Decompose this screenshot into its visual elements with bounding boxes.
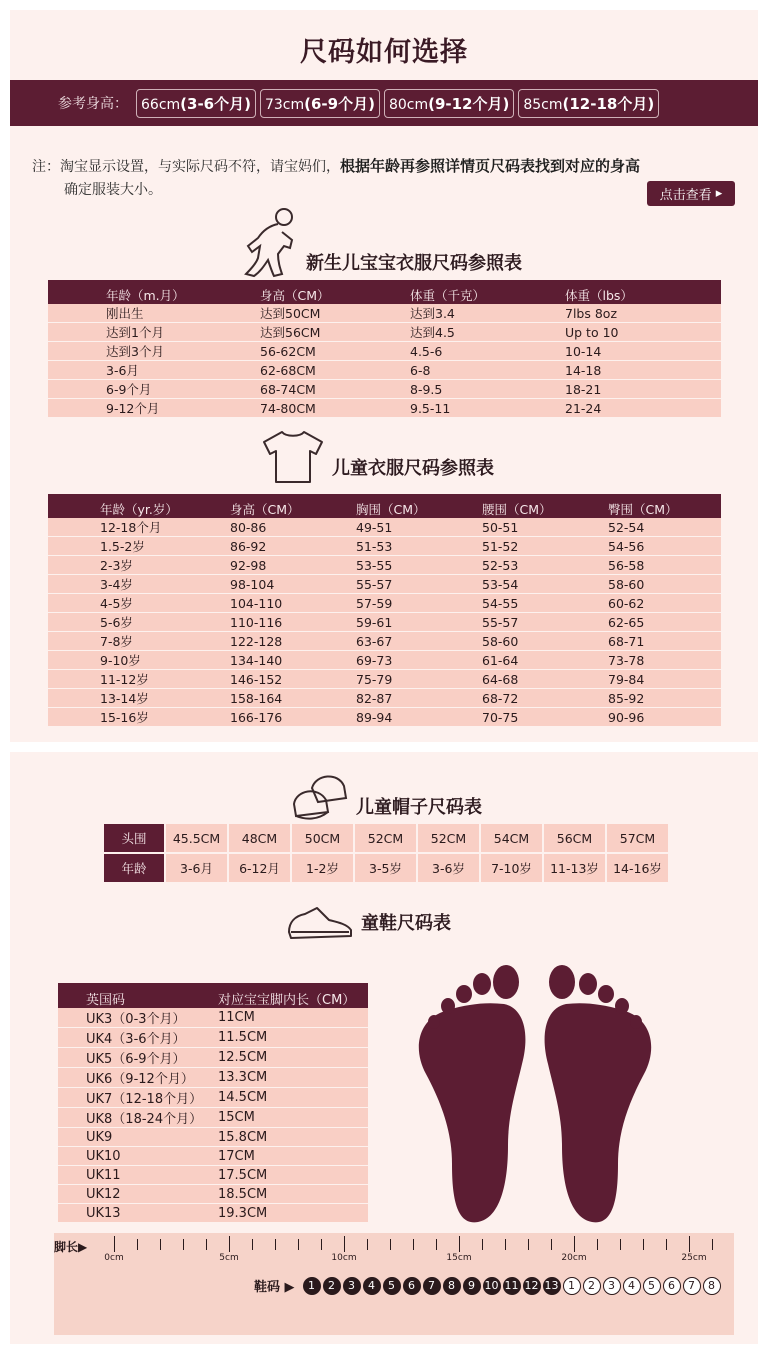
column-header: 身高（CM） <box>230 494 356 518</box>
ruler-tick <box>160 1239 161 1250</box>
table-row: UK11 17.5CM <box>58 1166 368 1185</box>
size-marker: 3 <box>603 1277 621 1295</box>
ruler-mark: 25cm <box>681 1253 707 1263</box>
hat-table-title: 儿童帽子尺码表 <box>356 797 482 818</box>
size-marker: 12 <box>523 1277 541 1295</box>
table-row: 9-12个月 74-80CM 9.5-11 21-24 <box>48 399 721 418</box>
size-marker: 6 <box>663 1277 681 1295</box>
footprint-icon <box>412 964 658 1226</box>
size-marker: 5 <box>643 1277 661 1295</box>
hat-shoe-size-panel <box>10 752 758 1344</box>
ruler-tick <box>482 1239 483 1250</box>
size-marker: 7 <box>683 1277 701 1295</box>
clothing-size-panel <box>10 10 758 742</box>
table-row: 4-5岁 104-110 57-59 54-55 60-62 <box>48 594 721 613</box>
table-row: UK10 17CM <box>58 1147 368 1166</box>
ruler-tick <box>114 1236 115 1252</box>
column-header: 胸围（CM） <box>356 494 482 518</box>
column-header: 英国码 <box>58 983 218 1008</box>
table-row: UK9 15.8CM <box>58 1128 368 1147</box>
table-row: 5-6岁 110-116 59-61 55-57 62-65 <box>48 613 721 632</box>
column-header: 身高（CM） <box>260 280 410 304</box>
ruler-tick <box>367 1239 368 1250</box>
hat-icon <box>288 768 350 828</box>
size-marker: 5 <box>383 1277 401 1295</box>
table-row: 刚出生 达到50CM 达到3.4 7lbs 8oz <box>48 304 721 323</box>
size-marker: 1 <box>563 1277 581 1295</box>
view-details-button[interactable]: 点击查看 ▸ <box>647 181 735 206</box>
column-header: 年龄（m.月） <box>48 280 260 304</box>
baby-onesie-icon <box>238 206 300 278</box>
table-row: UK3（0-3个月） 11CM <box>58 1008 368 1028</box>
shoe-size-table <box>58 983 368 1223</box>
kids-table-title: 儿童衣服尺码参照表 <box>332 458 494 479</box>
newborn-section-header <box>238 206 522 278</box>
table-row: UK5（6-9个月） 12.5CM <box>58 1048 368 1068</box>
table-row: 13-14岁 158-164 82-87 68-72 85-92 <box>48 689 721 708</box>
ruler-tick <box>528 1239 529 1250</box>
column-header: 臀围（CM） <box>608 494 721 518</box>
ruler-tick <box>183 1239 184 1250</box>
ruler-label: 脚长▶ <box>54 1240 88 1254</box>
size-marker: 6 <box>403 1277 421 1295</box>
ruler-mark: 10cm <box>331 1253 357 1263</box>
ruler-tick <box>551 1239 552 1250</box>
ruler-tick <box>505 1239 506 1250</box>
foot-length-ruler <box>54 1233 734 1335</box>
table-header-row <box>58 983 368 1008</box>
table-row: 15-16岁 166-176 89-94 70-75 90-96 <box>48 708 721 727</box>
size-marker: 13 <box>543 1277 561 1295</box>
table-header-row <box>48 494 721 518</box>
height-option[interactable]: 66cm(3-6个月) <box>136 89 256 118</box>
column-header: 年龄（yr.岁） <box>48 494 230 518</box>
ruler-tick <box>298 1239 299 1250</box>
ruler-tick <box>229 1236 230 1252</box>
table-row: 11-12岁 146-152 75-79 64-68 79-84 <box>48 670 721 689</box>
size-marker: 2 <box>583 1277 601 1295</box>
ruler-tick <box>459 1236 460 1252</box>
table-row: UK7（12-18个月） 14.5CM <box>58 1088 368 1108</box>
table-row: 6-9个月 68-74CM 8-9.5 18-21 <box>48 380 721 399</box>
table-row: UK6（9-12个月） 13.3CM <box>58 1068 368 1088</box>
table-row: 12-18个月 80-86 49-51 50-51 52-54 <box>48 518 721 537</box>
tshirt-icon <box>260 428 326 486</box>
size-marker: 8 <box>703 1277 721 1295</box>
size-marker: 4 <box>623 1277 641 1295</box>
ruler-tick <box>344 1236 345 1252</box>
size-marker: 11 <box>503 1277 521 1295</box>
column-header: 体重（lbs） <box>565 280 721 304</box>
hat-section-header <box>288 768 482 828</box>
size-marker: 7 <box>423 1277 441 1295</box>
table-row: 头围 45.5CM 48CM 50CM 52CM 52CM 54CM 56CM 57CM <box>103 823 669 853</box>
ruler-tick <box>275 1239 276 1250</box>
column-header: 体重（千克） <box>410 280 565 304</box>
size-marker: 3 <box>343 1277 361 1295</box>
table-row: 年龄 3-6月 6-12月 1-2岁 3-5岁 3-6岁 7-10岁 11-13岁 14-16岁 <box>103 853 669 883</box>
table-row: 达到1个月 达到56CM 达到4.5 Up to 10 <box>48 323 721 342</box>
ruler-tick <box>643 1239 644 1250</box>
ruler-mark: 5cm <box>219 1253 239 1263</box>
ruler-tick <box>689 1236 690 1252</box>
table-row: 1.5-2岁 86-92 51-53 51-52 54-56 <box>48 537 721 556</box>
table-row: UK4（3-6个月） 11.5CM <box>58 1028 368 1048</box>
shoe-icon <box>285 902 355 942</box>
ruler-tick <box>712 1239 713 1250</box>
hat-size-table <box>102 822 670 884</box>
shoe-size-scale <box>254 1276 723 1295</box>
ruler-tick <box>390 1239 391 1250</box>
newborn-size-table <box>48 280 721 418</box>
table-row: 3-6月 62-68CM 6-8 14-18 <box>48 361 721 380</box>
size-marker: 9 <box>463 1277 481 1295</box>
ruler-tick <box>620 1239 621 1250</box>
ruler-tick <box>252 1239 253 1250</box>
ruler-mark: 0cm <box>104 1253 124 1263</box>
column-header: 腰围（CM） <box>482 494 608 518</box>
ruler-tick <box>413 1239 414 1250</box>
size-note: 注：淘宝显示设置，与实际尺码不符，请宝妈们，根据年龄再参照详情页尺码表找到对应的身高 确定服装大小。 <box>32 157 641 198</box>
newborn-table-title: 新生儿宝宝衣服尺码参照表 <box>306 253 522 274</box>
table-row: 达到3个月 56-62CM 4.5-6 10-14 <box>48 342 721 361</box>
table-row: 3-4岁 98-104 55-57 53-54 58-60 <box>48 575 721 594</box>
ruler-tick <box>436 1239 437 1250</box>
ruler-tick <box>321 1239 322 1250</box>
reference-height-bar <box>10 80 758 126</box>
height-option[interactable]: 73cm(6-9个月) <box>260 89 380 118</box>
ruler-tick <box>137 1239 138 1250</box>
height-option[interactable]: 80cm(9-12个月) <box>384 89 514 118</box>
ruler-mark: 20cm <box>561 1253 587 1263</box>
table-row: 9-10岁 134-140 69-73 61-64 73-78 <box>48 651 721 670</box>
kids-section-header <box>260 428 494 486</box>
size-marker: 8 <box>443 1277 461 1295</box>
table-row: UK13 19.3CM <box>58 1204 368 1223</box>
kids-size-table <box>48 494 721 727</box>
table-row: 2-3岁 92-98 53-55 52-53 56-58 <box>48 556 721 575</box>
size-marker: 2 <box>323 1277 341 1295</box>
ruler-tick <box>597 1239 598 1250</box>
shoe-table-title: 童鞋尺码表 <box>361 913 451 934</box>
reference-height-label: 参考身高： <box>58 96 128 112</box>
shoe-size-label: 鞋码 ▶ <box>254 1280 295 1295</box>
column-header: 对应宝宝脚内长（CM） <box>218 983 368 1008</box>
size-marker: 4 <box>363 1277 381 1295</box>
height-option[interactable]: 85cm(12-18个月) <box>518 89 659 118</box>
page-title: 尺码如何选择 <box>300 37 468 68</box>
table-row: UK8（18-24个月） 15CM <box>58 1108 368 1128</box>
ruler-tick <box>574 1236 575 1252</box>
shoe-section-header <box>285 902 451 942</box>
ruler-tick <box>206 1239 207 1250</box>
size-marker: 1 <box>303 1277 321 1295</box>
table-row: UK12 18.5CM <box>58 1185 368 1204</box>
size-marker: 10 <box>483 1277 501 1295</box>
ruler-mark: 15cm <box>446 1253 472 1263</box>
table-row: 7-8岁 122-128 63-67 58-60 68-71 <box>48 632 721 651</box>
table-header-row <box>48 280 721 304</box>
ruler-tick <box>666 1239 667 1250</box>
